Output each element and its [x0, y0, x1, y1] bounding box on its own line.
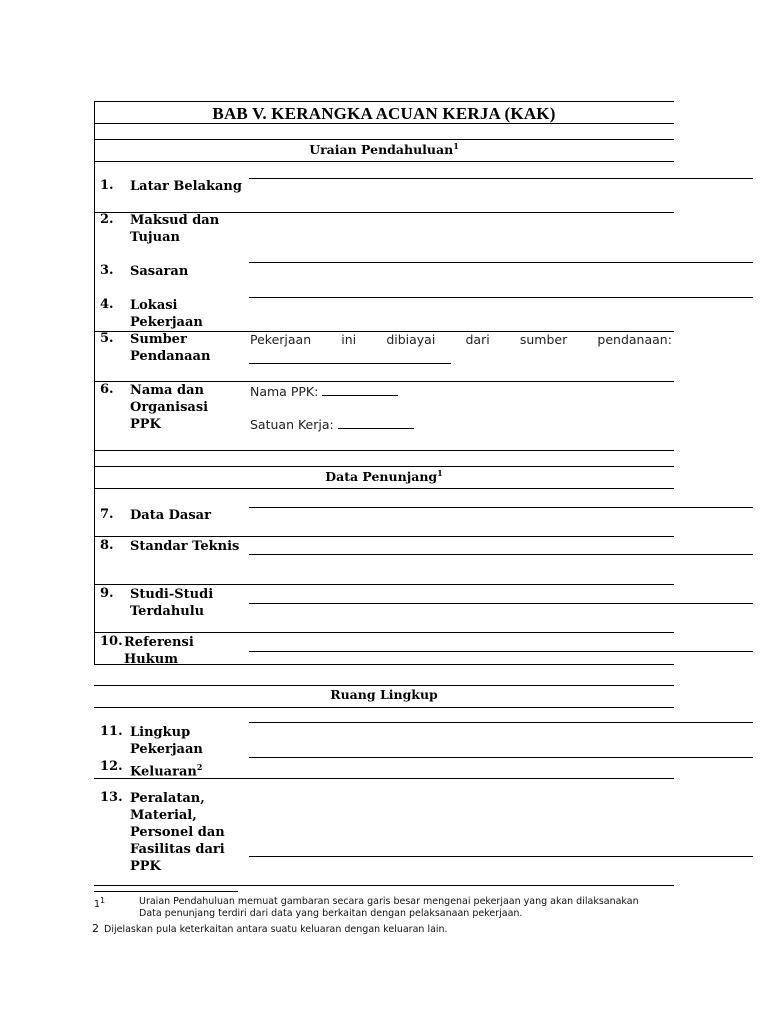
- nama-ppk-blank[interactable]: [322, 383, 398, 396]
- footnote-ref: 1: [437, 468, 443, 478]
- nama-ppk-field[interactable]: [250, 383, 398, 399]
- divider: [94, 707, 674, 708]
- sumber-text: [250, 332, 672, 347]
- item-number: 12.: [100, 759, 123, 774]
- answer-line: [249, 554, 753, 555]
- divider: [94, 161, 674, 162]
- item-label-referensi-hukum: Referensi Hukum: [124, 635, 194, 667]
- item-label-lokasi-pekerjaan: Lokasi Pekerjaan: [130, 298, 203, 330]
- section-ruang-lingkup: Ruang Lingkup: [330, 687, 438, 702]
- divider: [94, 584, 674, 585]
- section-uraian-pendahuluan: [94, 141, 674, 157]
- answer-line: [249, 262, 753, 263]
- answer-line: [249, 178, 753, 179]
- sumber-word: pendanaan:: [597, 332, 672, 347]
- answer-line: [249, 603, 753, 604]
- item-number: 5.: [100, 331, 114, 346]
- divider: [94, 536, 674, 537]
- item-number: 10.: [100, 634, 123, 649]
- answer-line: [249, 757, 753, 758]
- divider: [94, 778, 674, 779]
- sumber-word: dari: [465, 332, 490, 347]
- divider: [94, 466, 674, 467]
- item-label-sasaran: Sasaran: [130, 264, 189, 279]
- answer-line: [249, 722, 753, 723]
- item-label-data-dasar: Data Dasar: [130, 508, 211, 523]
- item-number: 13.: [100, 790, 123, 805]
- divider: [94, 664, 674, 665]
- satuan-kerja-field[interactable]: [250, 416, 414, 432]
- answer-line: [249, 651, 753, 652]
- item-number: 3.: [100, 263, 114, 278]
- footnote-ref: 2: [196, 762, 203, 772]
- sumber-word: ini: [341, 332, 357, 347]
- divider: [94, 488, 674, 489]
- item-label-studi-terdahulu: Studi-Studi Terdahulu: [130, 587, 214, 619]
- satuan-kerja-label: Satuan Kerja:: [250, 417, 334, 432]
- item-label-latar-belakang: Latar Belakang: [130, 179, 242, 194]
- item-label-nama-organisasi-ppk: Nama dan Organisasi PPK: [130, 383, 209, 432]
- item-label-peralatan: Peralatan, Material, Personel dan Fasilitas dari PPK: [130, 791, 225, 874]
- footnote-separator: [94, 891, 238, 892]
- divider: [94, 450, 674, 451]
- footnote-number: 1: [94, 899, 101, 911]
- divider: [94, 632, 674, 633]
- sumber-word: dibiayai: [386, 332, 436, 347]
- section-label: Data Penunjang: [325, 469, 438, 485]
- item-label-standar-teknis: Standar Teknis: [130, 539, 240, 554]
- footnote-1b-text: Data penunjang terdiri dari data yang berkaitan dengan pelaksanaan pekerjaan.: [139, 908, 523, 919]
- sumber-word: Pekerjaan: [250, 332, 312, 347]
- item-number: 2.: [100, 212, 114, 227]
- footnote-2-text: Dijelaskan pula keterkaitan antara suatu keluaran dengan keluaran lain.: [104, 924, 448, 935]
- divider: [94, 139, 674, 140]
- divider: [94, 885, 674, 886]
- item-label-maksud-tujuan: Maksud dan Tujuan: [130, 213, 220, 245]
- footnote-sup: 1: [100, 896, 106, 905]
- answer-line: [249, 507, 753, 508]
- divider: [94, 685, 674, 686]
- item-number: 7.: [100, 507, 114, 522]
- item-number: 9.: [100, 586, 114, 601]
- sumber-blank[interactable]: [249, 363, 451, 364]
- item-number: 8.: [100, 538, 114, 553]
- footnote-ref: 1: [453, 141, 459, 151]
- table-top-border: [94, 101, 674, 102]
- item-number: 4.: [100, 297, 114, 312]
- sumber-word: sumber: [519, 332, 568, 347]
- section-label: Uraian Pendahuluan: [309, 142, 454, 158]
- item-number: 6.: [100, 382, 114, 397]
- keluaran-text: Keluaran: [130, 764, 197, 780]
- divider: [94, 123, 674, 124]
- page-title: BAB V. KERANGKA ACUAN KERJA (KAK): [212, 104, 556, 123]
- answer-line: [249, 297, 753, 298]
- answer-line: [249, 856, 753, 857]
- footnote-1-text: Uraian Pendahuluan memuat gambaran secara garis besar mengenai pekerjaan yang akan dilaksanakan: [139, 896, 639, 907]
- nama-ppk-label: Nama PPK:: [250, 384, 319, 399]
- footnote-2-marker: 2: [92, 922, 99, 935]
- item-number: 1.: [100, 178, 114, 193]
- satuan-kerja-blank[interactable]: [338, 416, 414, 429]
- item-label-lingkup-pekerjaan: Lingkup Pekerjaan: [130, 725, 203, 757]
- table-left-border: [94, 101, 95, 664]
- item-number: 11.: [100, 724, 123, 739]
- item-label-sumber-pendanaan: Sumber Pendanaan: [130, 332, 211, 364]
- footnote-1-marker: [94, 896, 105, 910]
- section-data-penunjang: [94, 468, 674, 484]
